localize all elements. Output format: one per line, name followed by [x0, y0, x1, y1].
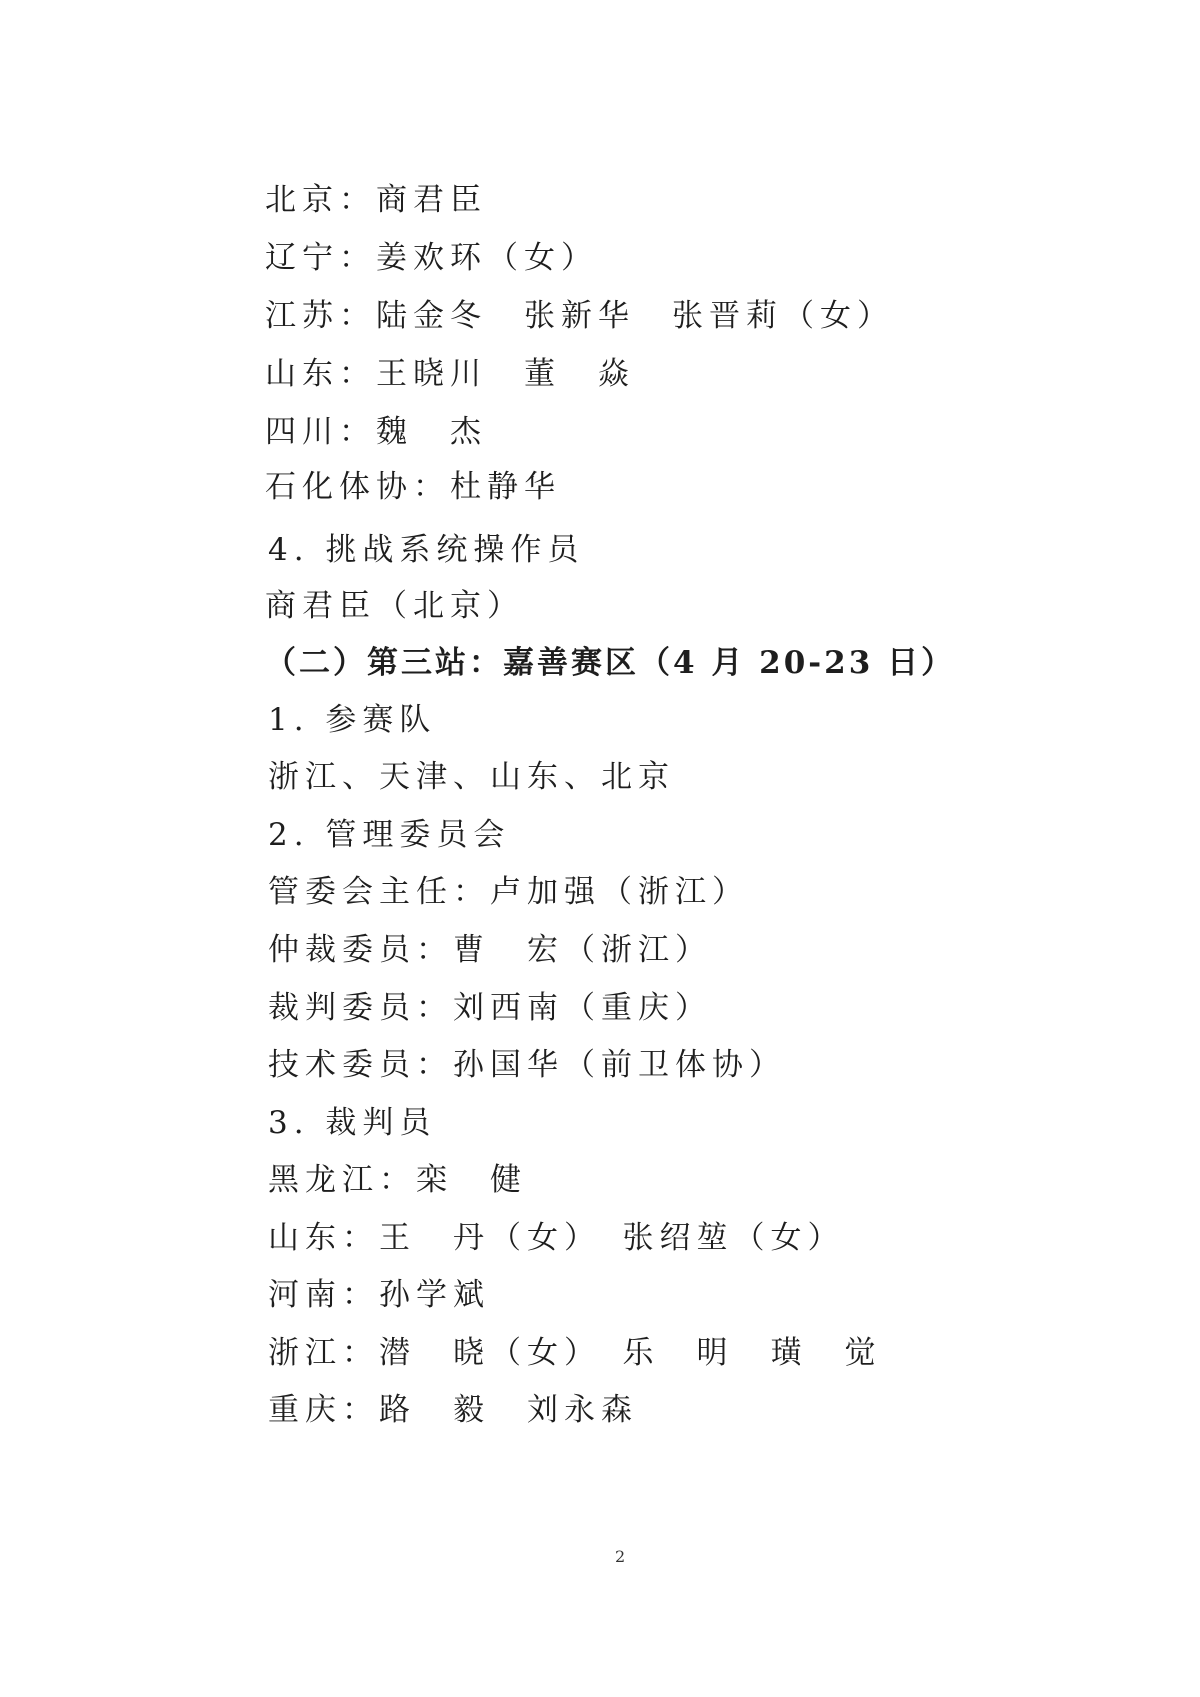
line-shandong-referees: 山东：王晓川 董 焱	[265, 356, 635, 392]
line-shandong-referees-2: 山东：王 丹（女） 张绍堃（女）	[268, 1220, 845, 1256]
section-management-committee: 2. 管理委员会	[268, 817, 511, 853]
line-chongqing-referees: 重庆：路 毅 刘永森	[268, 1392, 638, 1428]
line-sichuan-referee: 四川：魏 杰	[265, 414, 487, 450]
line-referee-member: 裁判委员：刘西南（重庆）	[268, 990, 712, 1026]
line-technical-member: 技术委员：孙国华（前卫体协）	[268, 1047, 786, 1083]
line-heilongjiang-referee: 黑龙江：栾 健	[268, 1162, 527, 1198]
section-challenge-operator: 4. 挑战系统操作员	[268, 532, 585, 568]
line-teams-list: 浙江、天津、山东、北京	[268, 759, 675, 795]
page-number: 2	[615, 1547, 626, 1566]
section-teams: 1. 参赛队	[268, 702, 437, 738]
line-challenge-operator-name: 商君臣（北京）	[265, 588, 524, 624]
line-beijing-referee: 北京：商君臣	[265, 182, 487, 218]
line-shihua-referee: 石化体协：杜静华	[265, 469, 561, 505]
line-jiangsu-referees: 江苏：陆金冬 张新华 张晋莉（女）	[265, 298, 894, 334]
line-committee-director: 管委会主任：卢加强（浙江）	[268, 874, 749, 910]
line-zhejiang-referees: 浙江：潜 晓（女） 乐 明 璜 觉	[268, 1335, 882, 1371]
section-referees: 3. 裁判员	[268, 1105, 437, 1141]
line-henan-referee: 河南：孙学斌	[268, 1277, 490, 1313]
line-liaoning-referee: 辽宁：姜欢环（女）	[265, 240, 598, 276]
line-arbitration-member: 仲裁委员：曹 宏（浙江）	[268, 932, 712, 968]
heading-third-station: （二）第三站：嘉善赛区（4 月 20-23 日）	[265, 645, 956, 681]
